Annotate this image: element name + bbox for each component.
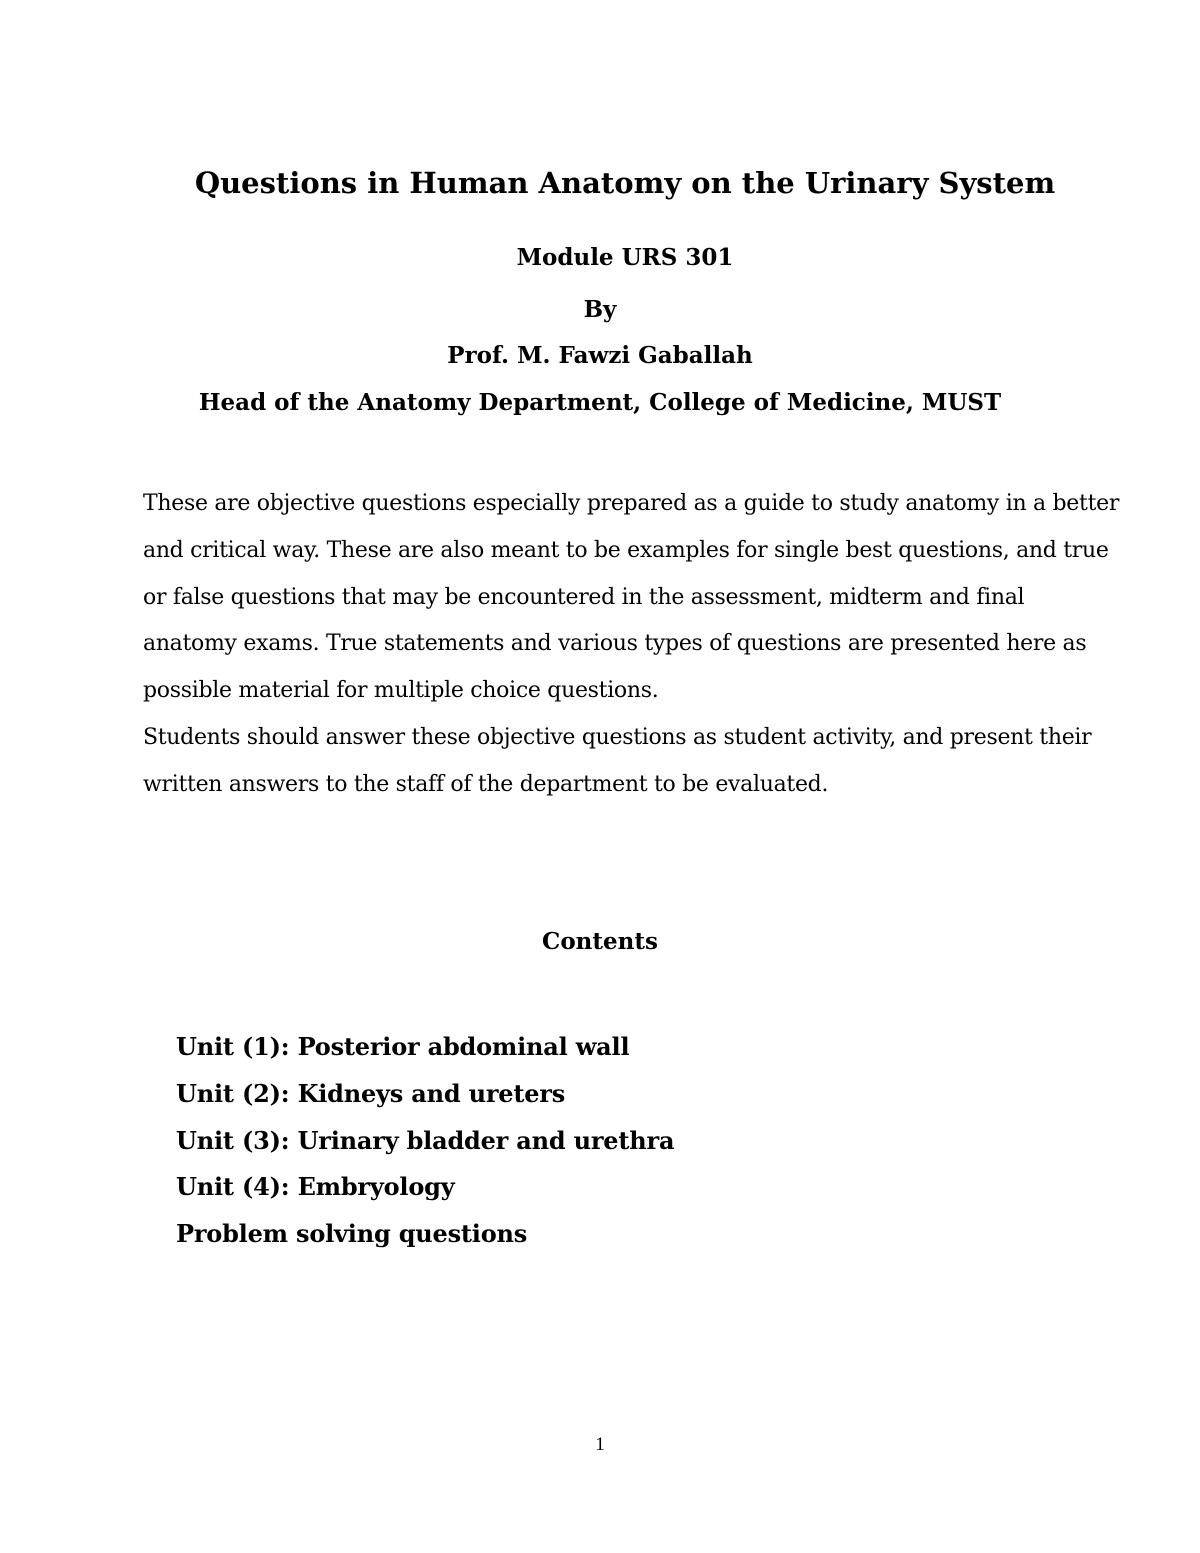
contents-item: Unit (2): Kidneys and ureters [176, 1078, 566, 1108]
contents-item: Problem solving questions [176, 1219, 528, 1249]
contents-heading: Contents [542, 928, 658, 955]
document-title: Questions in Human Anatomy on the Urinary System [194, 166, 1056, 200]
intro-paragraph: These are objective questions especially prepared as a guide to study anatomy in a better and critical way. These are also meant to be examples for single best questions, and true or false questions that may be encountered in the assessment, midterm and final anatomy exams. True statements and various types of questions are presented here as possible material for multiple choice questions. [143, 491, 1120, 704]
contents-item: Unit (4): Embryology [176, 1172, 455, 1202]
page-number: 1 [595, 1434, 605, 1455]
contents-item: Unit (1): Posterior abdominal wall [176, 1032, 630, 1061]
intro-text [143, 481, 1123, 809]
author-name: Prof. M. Fawzi Gaballah [447, 342, 753, 369]
author-affiliation: Head of the Anatomy Department, College of Medicine, MUST [198, 389, 1002, 416]
by-line: By [583, 296, 617, 323]
module-code: Module URS 301 [516, 244, 734, 271]
intro-paragraph: Students should answer these objective questions as student activity, and present their written answers to the staff of the department to be evaluated. [143, 724, 1092, 797]
contents-item: Unit (3): Urinary bladder and urethra [176, 1125, 675, 1155]
contents-list [176, 1024, 674, 1258]
